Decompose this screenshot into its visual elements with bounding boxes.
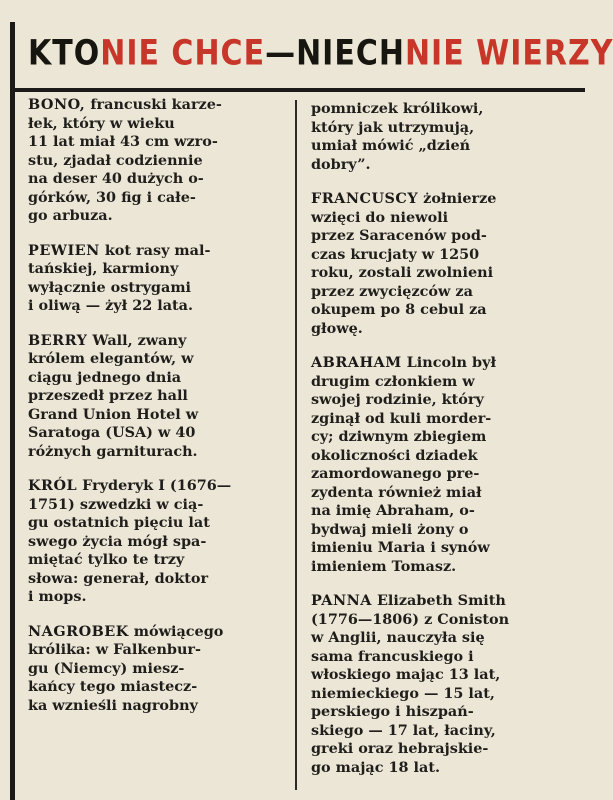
line-text: drugim członkiem w — [311, 372, 475, 390]
line-text: mówiącego — [133, 622, 224, 640]
line-text: królem elegantów, w — [28, 350, 194, 367]
text-line — [28, 170, 280, 189]
line-text: gu (Niemcy) miesz- — [28, 659, 185, 677]
entry-keyword: FRANCUSCY — [311, 190, 419, 207]
line-text: zginął od kuli morder- — [311, 409, 492, 427]
line-text: umiał mówić „dzień — [311, 137, 471, 154]
text-line — [311, 629, 563, 648]
line-text: żołnierze — [423, 190, 497, 207]
page-title — [28, 24, 613, 82]
entry-keyword: KRÓL — [28, 477, 78, 494]
line-text: Wall, zwany — [92, 331, 187, 349]
line-text: na imię Abraham, o- — [311, 502, 475, 519]
left-border-rule — [10, 22, 15, 800]
text-line — [311, 320, 563, 339]
entry-keyword: NAGROBEK — [28, 622, 129, 640]
text-line — [28, 496, 280, 515]
line-text: Lincoln był — [406, 354, 496, 371]
text-line — [28, 660, 280, 679]
text-line — [311, 592, 563, 611]
line-text: kot rasy mal- — [104, 241, 211, 259]
line-text: okoliczności dziadek — [311, 446, 478, 464]
article-entry — [28, 96, 280, 226]
line-text: greki oraz hebrajskie- — [311, 740, 489, 757]
line-text: wzięci do niewoli — [311, 208, 449, 226]
text-line — [311, 722, 563, 741]
title-kto: KTO — [28, 32, 101, 74]
text-line — [28, 207, 280, 226]
line-text: okupem po 8 cebul za — [311, 301, 487, 318]
line-text: Fryderyk I (1676— — [82, 477, 232, 494]
text-line — [28, 443, 280, 462]
line-text: dobry”. — [311, 155, 371, 173]
text-line — [28, 96, 280, 115]
line-text: i mops. — [28, 588, 87, 605]
text-line — [311, 283, 563, 302]
text-line — [28, 133, 280, 152]
text-line — [311, 759, 563, 778]
article-entry — [28, 623, 280, 716]
line-text: francuski karze- — [90, 96, 222, 113]
text-line — [28, 297, 280, 316]
line-text: wyłącznie ostrygami — [28, 278, 192, 296]
text-line — [311, 391, 563, 410]
text-line — [28, 350, 280, 369]
text-line — [28, 152, 280, 171]
line-text: go arbuza. — [28, 207, 113, 224]
text-line — [311, 190, 563, 209]
line-text: Saratoga (USA) w 40 — [28, 424, 196, 441]
text-line — [28, 279, 280, 298]
header-divider — [10, 88, 585, 92]
title-nie-wierzy: NIE WIERZY — [404, 32, 613, 74]
article-entry — [28, 242, 280, 316]
text-line — [28, 570, 280, 589]
title-nie-chce: NIE CHCE — [100, 32, 266, 74]
text-line — [28, 623, 280, 642]
line-text: swego życia mógł spa- — [28, 532, 207, 550]
line-text: przeszedł przez hall — [28, 387, 188, 404]
text-line — [311, 484, 563, 503]
article-entry — [311, 354, 563, 576]
line-text: królika: w Falkenbur- — [28, 641, 201, 658]
line-text: (1776—1806) z Coniston — [311, 610, 510, 628]
line-text: tańskiej, karmiony — [28, 260, 179, 277]
text-line — [28, 477, 280, 496]
text-line — [311, 611, 563, 630]
text-line — [311, 137, 563, 156]
text-line — [311, 100, 563, 119]
text-line — [311, 227, 563, 246]
line-text: i oliwą — żył 22 lata. — [28, 297, 194, 314]
line-text: różnych garniturach. — [28, 442, 198, 460]
text-line — [311, 666, 563, 685]
text-line — [311, 209, 563, 228]
text-line — [28, 588, 280, 607]
left-column — [28, 96, 280, 731]
line-text: Grand Union Hotel w — [28, 405, 199, 423]
line-text: głowę. — [311, 319, 363, 337]
text-line — [311, 264, 563, 283]
text-line — [311, 246, 563, 265]
line-text: kańcy tego miastecz- — [28, 678, 198, 695]
line-text: go mając 18 lat. — [311, 758, 441, 776]
text-line — [28, 424, 280, 443]
text-line — [28, 332, 280, 351]
entry-keyword: PEWIEN — [28, 241, 100, 259]
text-line — [28, 678, 280, 697]
line-text: zamordowanego pre- — [311, 465, 480, 482]
line-text: włoskiego mając 13 lat, — [311, 666, 501, 683]
line-text: perskiego i hiszpań- — [311, 703, 474, 720]
entry-keyword: PANNA — [311, 592, 372, 609]
text-line — [311, 447, 563, 466]
text-line — [28, 514, 280, 533]
text-line — [28, 697, 280, 716]
line-text: ciągu jednego dnia — [28, 368, 182, 386]
text-line — [311, 354, 563, 373]
entry-keyword: BONO, — [28, 96, 86, 113]
line-text: bydwaj mieli żony o — [311, 520, 469, 538]
entry-keyword: BERRY — [28, 331, 88, 349]
line-text: miętać tylko te trzy — [28, 551, 185, 568]
line-text: sama francuskiego i — [311, 647, 474, 665]
text-line — [28, 387, 280, 406]
line-text: imieniu Maria i synów — [311, 539, 490, 556]
text-line — [311, 740, 563, 759]
text-line — [311, 301, 563, 320]
line-text: 11 lat miał 43 cm wzro- — [28, 133, 218, 150]
text-line — [311, 539, 563, 558]
line-text: Elizabeth Smith — [376, 592, 506, 609]
line-text: słowa: generał, doktor — [28, 569, 209, 587]
line-text: imieniem Tomasz. — [311, 557, 457, 575]
text-line — [28, 406, 280, 425]
text-line — [28, 551, 280, 570]
line-text: na deser 40 dużych o- — [28, 170, 204, 187]
text-line — [28, 369, 280, 388]
text-line — [311, 558, 563, 577]
line-text: swojej rodzinie, który — [311, 391, 484, 408]
right-column — [311, 100, 563, 793]
text-line — [311, 648, 563, 667]
text-line — [311, 119, 563, 138]
text-line — [28, 115, 280, 134]
text-line — [311, 156, 563, 175]
title-dash: — — [265, 32, 297, 74]
text-line — [28, 189, 280, 208]
article-entry — [28, 332, 280, 462]
text-line — [311, 685, 563, 704]
line-text: roku, zostali zwolnieni — [311, 264, 494, 281]
line-text: czas krucjaty w 1250 — [311, 245, 480, 263]
line-text: gu ostatnich pięciu lat — [28, 514, 210, 531]
article-entry — [311, 592, 563, 777]
line-text: 1751) szwedzki w cią- — [28, 495, 204, 513]
line-text: górków, 30 fig i całe- — [28, 188, 196, 206]
line-text: niemieckiego — 15 lat, — [311, 684, 495, 702]
line-text: przez zwycięzców za — [311, 282, 473, 300]
text-line — [311, 502, 563, 521]
text-line — [28, 260, 280, 279]
line-text: stu, zjadał codziennie — [28, 151, 203, 169]
line-text: zydenta również miał — [311, 483, 482, 501]
text-line — [311, 521, 563, 540]
text-line — [28, 641, 280, 660]
title-niech: NIECH — [296, 32, 405, 74]
line-text: ka wznieśli nagrobny — [28, 696, 198, 714]
line-text: przez Saracenów pod- — [311, 227, 487, 244]
article-entry — [311, 100, 563, 174]
text-line — [28, 242, 280, 261]
column-divider — [295, 100, 297, 790]
text-line — [311, 410, 563, 429]
article-entry — [311, 190, 563, 338]
text-line — [28, 533, 280, 552]
entry-keyword: ABRAHAM — [311, 354, 402, 371]
text-line — [311, 465, 563, 484]
article-entry — [28, 477, 280, 607]
line-text: pomniczek królikowi, — [311, 100, 484, 117]
text-line — [311, 703, 563, 722]
line-text: w Anglii, nauczyła się — [311, 629, 485, 646]
text-line — [311, 428, 563, 447]
text-line — [311, 373, 563, 392]
line-text: skiego — 17 lat, łaciny, — [311, 721, 496, 739]
line-text: łek, który w wieku — [28, 114, 175, 132]
line-text: który jak utrzymują, — [311, 118, 475, 136]
line-text: cy; dziwnym zbiegiem — [311, 428, 487, 445]
